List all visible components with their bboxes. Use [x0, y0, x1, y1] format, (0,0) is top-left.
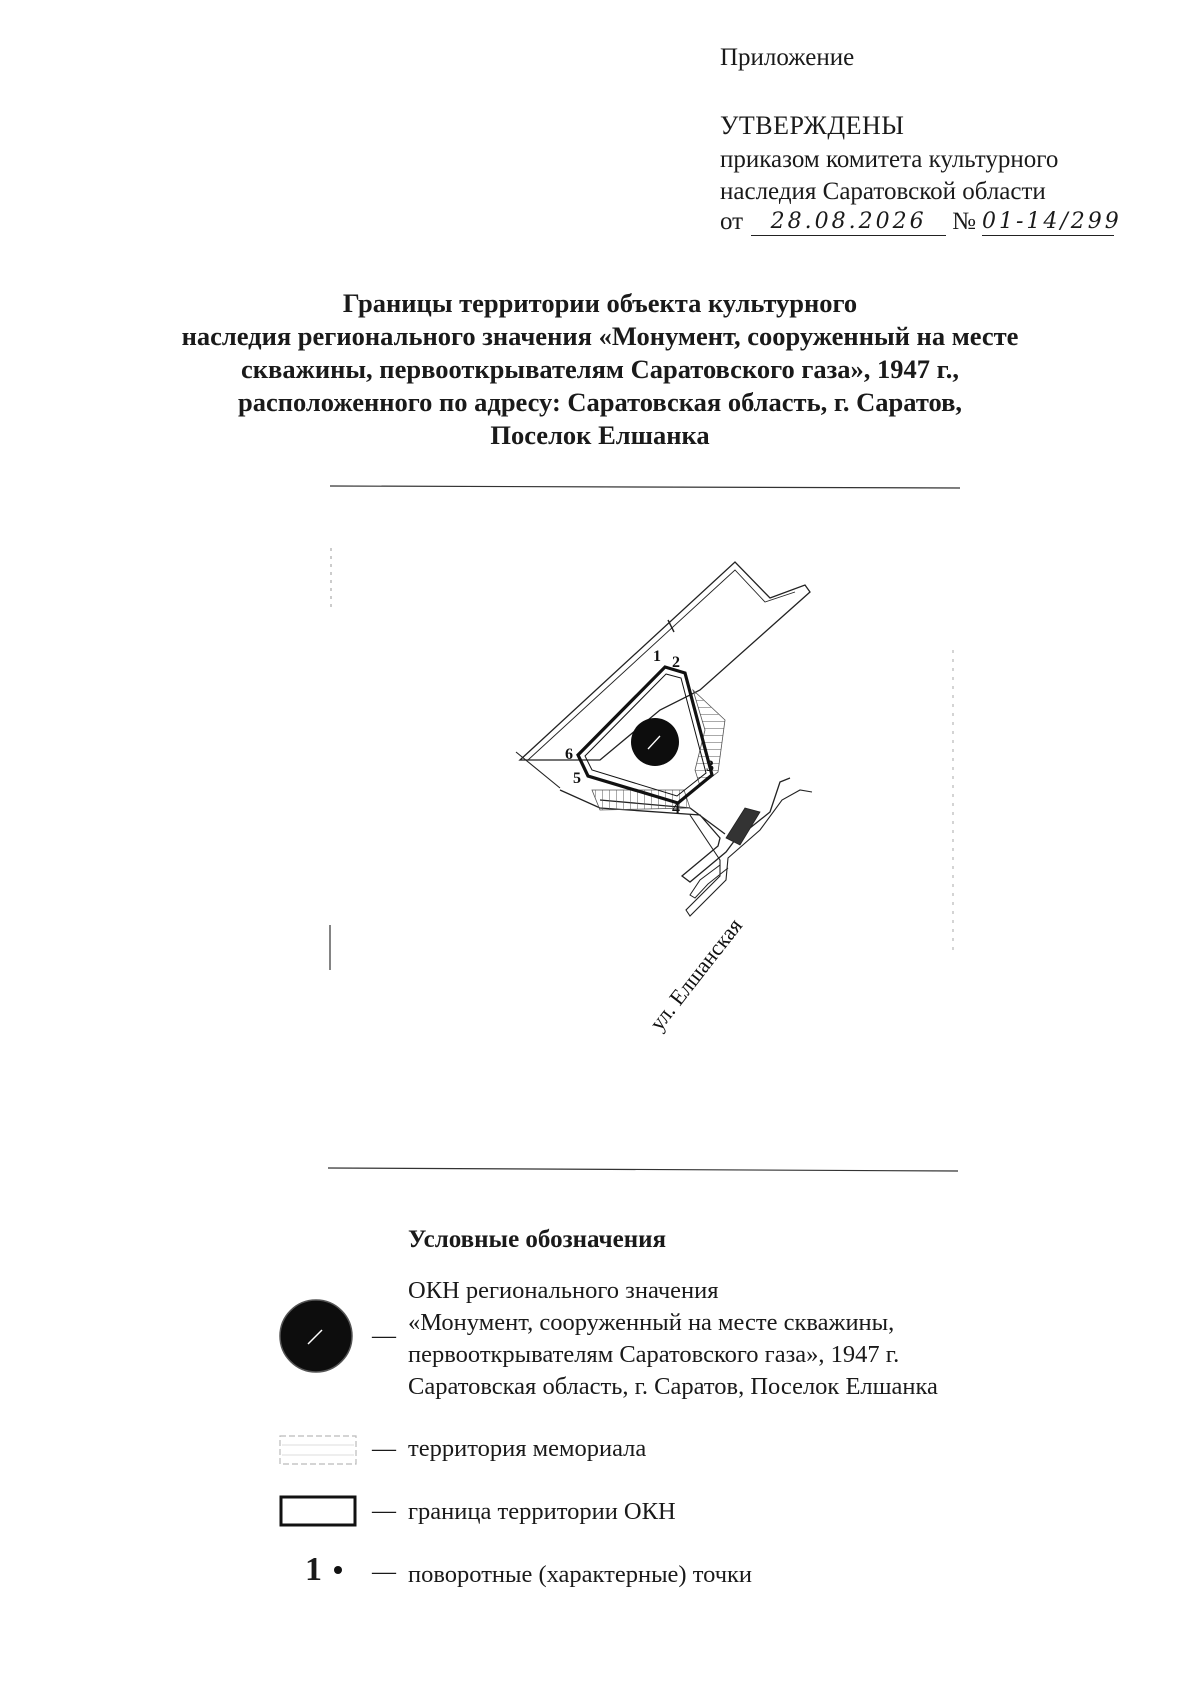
legend-okn-line-3: первооткрывателям Саратовского газа», 1947 г.	[408, 1341, 900, 1368]
document-title	[0, 287, 1200, 452]
order-line-2: наследия Саратовской области	[720, 178, 1046, 205]
legend-points-text: поворотные (характерные) точки	[408, 1561, 753, 1588]
legend-boundary-dash: —	[372, 1498, 396, 1524]
appendix-label: Приложение	[720, 44, 855, 71]
legend-memorial-dash: —	[372, 1436, 396, 1462]
order-date: 28.08.2026	[751, 209, 946, 236]
road-lines-3	[690, 865, 728, 898]
legend-okn-dash: —	[372, 1323, 396, 1349]
point-label-4: 4	[672, 800, 680, 817]
number-label: №	[952, 208, 976, 235]
legend-points-dash: —	[372, 1559, 396, 1585]
boundary-rect-icon	[278, 1494, 358, 1530]
title-line-5: Поселок Елшанка	[490, 420, 710, 450]
legend-okn-line-2: «Монумент, сооруженный на месте скважины,	[408, 1309, 895, 1336]
point-label-6: 6	[565, 746, 573, 763]
point-label-2: 2	[672, 654, 680, 671]
road-lines-2	[516, 752, 812, 916]
title-line-1: Границы территории объекта культурного	[342, 288, 858, 318]
point-label-3: 3	[706, 758, 714, 775]
point-label-5: 5	[573, 770, 581, 787]
legend-okn-line-1: ОКН регионального значения	[408, 1277, 719, 1304]
memorial-area-icon	[278, 1433, 358, 1469]
approved-label: УТВЕРЖДЕНЫ	[720, 111, 905, 140]
from-label: от	[720, 208, 744, 235]
title-line-4: расположенного по адресу: Саратовская область, г. Саратов,	[237, 387, 963, 417]
title-line-2: наследия регионального значения «Монумент, сооруженный на месте	[181, 321, 1019, 351]
turning-point-dot	[334, 1566, 342, 1574]
boundary-map	[310, 480, 960, 1180]
legend-okn-text	[408, 1275, 938, 1403]
title-line-3: скважины, первооткрывателям Саратовского газа», 1947 г.,	[241, 354, 959, 384]
turning-point-icon	[305, 1551, 342, 1589]
legend-memorial-text: территория мемориала	[408, 1435, 647, 1462]
monument-disc-icon	[278, 1296, 358, 1376]
map-frame-top	[330, 486, 960, 488]
order-date-row	[720, 208, 1122, 236]
legend-boundary-text: граница территории ОКН	[408, 1498, 676, 1525]
legend-title: Условные обозначения	[408, 1226, 667, 1253]
point-label-1: 1	[653, 648, 661, 665]
map-frame-bottom	[328, 1168, 958, 1171]
order-line-1: приказом комитета культурного	[720, 146, 1059, 173]
legend-okn-line-4: Саратовская область, г. Саратов, Поселок Елшанка	[408, 1373, 938, 1400]
order-number: 01-14/299	[981, 209, 1122, 234]
turning-point-number: 1	[305, 1551, 322, 1588]
memorial-area-dark	[726, 808, 760, 845]
street-label: ул. Елшанская	[644, 913, 748, 1036]
